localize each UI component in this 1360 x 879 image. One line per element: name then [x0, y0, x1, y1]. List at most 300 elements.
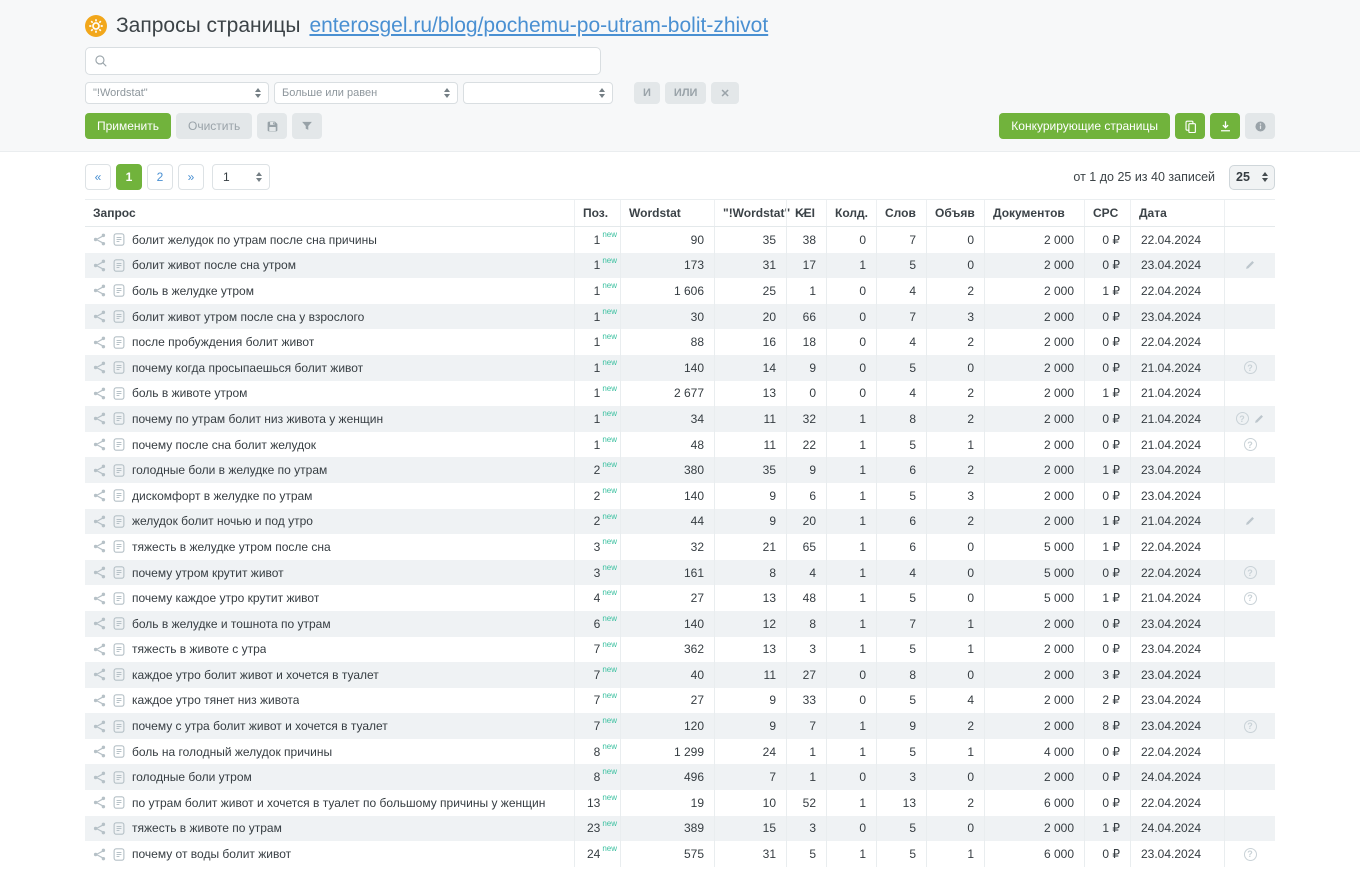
document-icon[interactable] — [113, 694, 125, 707]
position-cell — [574, 253, 620, 279]
new-badge: new — [602, 537, 617, 547]
wordstat-cell: 140 — [620, 355, 714, 381]
share-icon[interactable] — [93, 310, 106, 323]
query-cell — [85, 278, 574, 304]
help-icon[interactable]: ? — [1244, 566, 1257, 579]
table-body — [85, 227, 1275, 867]
query-cell — [85, 304, 574, 330]
kold-cell: 0 — [826, 304, 876, 330]
exact-wordstat-cell: 13 — [714, 381, 786, 407]
cpc-cell: 1 ₽ — [1084, 278, 1130, 304]
wordstat-cell: 1 299 — [620, 739, 714, 765]
position-cell — [574, 432, 620, 458]
share-icon[interactable] — [93, 438, 106, 451]
date-cell: 22.04.2024 — [1130, 329, 1224, 355]
date-cell: 23.04.2024 — [1130, 483, 1224, 509]
kei-cell: 6 — [786, 483, 826, 509]
kei-cell: 3 — [786, 816, 826, 842]
words-cell: 4 — [876, 560, 926, 586]
share-icon[interactable] — [93, 848, 106, 861]
share-icon[interactable] — [93, 489, 106, 502]
column-header-kold[interactable]: Колд. — [826, 200, 876, 226]
query-text: почему каждое утро крутит живот — [132, 591, 320, 606]
document-icon[interactable] — [113, 489, 125, 502]
column-header-query[interactable]: Запрос — [93, 206, 136, 220]
ads-cell: 0 — [926, 560, 984, 586]
table-header — [85, 199, 1275, 227]
position-cell — [574, 304, 620, 330]
new-badge: new — [602, 281, 617, 291]
wordstat-cell: 1 606 — [620, 278, 714, 304]
query-cell — [85, 764, 574, 790]
share-icon[interactable] — [93, 720, 106, 733]
input-stepper-icon[interactable] — [599, 88, 605, 98]
words-cell: 5 — [876, 816, 926, 842]
query-text: почему когда просыпаешься болит живот — [132, 360, 364, 375]
filter-field-select[interactable]: "!Wordstat" — [85, 82, 269, 104]
query-cell — [85, 841, 574, 867]
new-badge: new — [602, 588, 617, 598]
column-header-wordstat[interactable]: Wordstat — [620, 200, 714, 226]
position-value: 8 — [593, 744, 601, 759]
kold-cell: 1 — [826, 457, 876, 483]
filter-value-input[interactable] — [471, 87, 599, 99]
table-row — [85, 253, 1275, 279]
date-cell: 23.04.2024 — [1130, 841, 1224, 867]
table-row — [85, 637, 1275, 663]
position-cell — [574, 509, 620, 535]
date-cell: 23.04.2024 — [1130, 713, 1224, 739]
kold-cell: 1 — [826, 432, 876, 458]
row-actions-cell — [1224, 355, 1275, 381]
documents-cell: 2 000 — [984, 509, 1084, 535]
query-cell — [85, 483, 574, 509]
position-value: 1 — [593, 309, 601, 324]
help-icon[interactable]: ? — [1244, 848, 1257, 861]
kold-cell: 0 — [826, 688, 876, 714]
document-icon[interactable] — [113, 412, 125, 425]
query-cell — [85, 611, 574, 637]
exact-wordstat-cell: 16 — [714, 329, 786, 355]
table-row — [85, 816, 1275, 842]
documents-cell: 5 000 — [984, 534, 1084, 560]
document-icon[interactable] — [113, 259, 125, 272]
row-actions-cell — [1224, 790, 1275, 816]
column-header-date[interactable]: Дата — [1130, 200, 1224, 226]
document-icon[interactable] — [113, 822, 125, 835]
documents-cell: 4 000 — [984, 739, 1084, 765]
help-icon[interactable]: ? — [1236, 412, 1249, 425]
words-cell: 5 — [876, 637, 926, 663]
kei-cell: 33 — [786, 688, 826, 714]
query-cell — [85, 253, 574, 279]
query-cell — [85, 637, 574, 663]
ads-cell: 0 — [926, 534, 984, 560]
document-icon[interactable] — [113, 720, 125, 733]
row-actions-cell — [1224, 611, 1275, 637]
row-actions-cell — [1224, 764, 1275, 790]
new-badge: new — [602, 383, 617, 393]
query-text: каждое утро болит живот и хочется в туалет — [132, 667, 379, 682]
documents-cell: 6 000 — [984, 841, 1084, 867]
date-cell: 22.04.2024 — [1130, 560, 1224, 586]
info-button[interactable] — [1245, 113, 1275, 139]
share-icon[interactable] — [93, 592, 106, 605]
column-header-cpc[interactable]: CPC — [1084, 200, 1130, 226]
edit-icon[interactable] — [1253, 413, 1265, 425]
query-text: боль в желудке и тошнота по утрам — [132, 616, 331, 631]
ads-cell: 4 — [926, 688, 984, 714]
document-icon[interactable] — [113, 310, 125, 323]
input-stepper-icon[interactable] — [256, 172, 262, 182]
kold-cell: 1 — [826, 739, 876, 765]
exact-wordstat-cell: 13 — [714, 585, 786, 611]
words-cell: 9 — [876, 713, 926, 739]
words-cell: 6 — [876, 457, 926, 483]
cpc-cell: 3 ₽ — [1084, 662, 1130, 688]
copy-icon — [1184, 120, 1197, 133]
save-filter-button[interactable] — [257, 113, 287, 139]
share-icon[interactable] — [93, 361, 106, 374]
or-condition-button[interactable]: ИЛИ — [665, 82, 707, 104]
ads-cell: 0 — [926, 585, 984, 611]
exact-wordstat-cell: 25 — [714, 278, 786, 304]
table-row — [85, 457, 1275, 483]
help-icon[interactable]: ? — [1244, 720, 1257, 733]
documents-cell: 2 000 — [984, 381, 1084, 407]
share-icon[interactable] — [93, 464, 106, 477]
documents-cell: 2 000 — [984, 304, 1084, 330]
share-icon[interactable] — [93, 515, 106, 528]
remove-filter-button[interactable]: ✕ — [711, 82, 738, 104]
table-row — [85, 278, 1275, 304]
exact-wordstat-cell: 31 — [714, 253, 786, 279]
documents-cell: 2 000 — [984, 457, 1084, 483]
wordstat-cell: 575 — [620, 841, 714, 867]
row-actions-cell — [1224, 509, 1275, 535]
help-icon[interactable]: ? — [1244, 438, 1257, 451]
filter-toggle-button[interactable] — [292, 113, 322, 139]
column-header-documents[interactable]: Документов — [984, 200, 1084, 226]
query-cell — [85, 432, 574, 458]
ads-cell: 2 — [926, 790, 984, 816]
new-badge: new — [602, 511, 617, 521]
table-row — [85, 739, 1275, 765]
document-icon[interactable] — [113, 284, 125, 297]
table-row — [85, 841, 1275, 867]
cpc-cell: 2 ₽ — [1084, 688, 1130, 714]
select-stepper-icon — [1262, 172, 1268, 182]
records-info: от 1 до 25 из 40 записей — [1073, 170, 1215, 184]
table-row — [85, 432, 1275, 458]
wordstat-cell: 140 — [620, 483, 714, 509]
kold-cell: 1 — [826, 637, 876, 663]
documents-cell: 2 000 — [984, 253, 1084, 279]
document-icon[interactable] — [113, 540, 125, 553]
kei-cell: 3 — [786, 637, 826, 663]
share-icon[interactable] — [93, 822, 106, 835]
position-value: 3 — [593, 565, 601, 580]
documents-cell: 2 000 — [984, 637, 1084, 663]
competing-pages-button[interactable]: Конкурирующие страницы — [999, 113, 1170, 139]
cpc-cell: 1 ₽ — [1084, 381, 1130, 407]
date-cell: 23.04.2024 — [1130, 688, 1224, 714]
document-icon[interactable] — [113, 848, 125, 861]
words-cell: 8 — [876, 406, 926, 432]
exact-wordstat-cell: 9 — [714, 483, 786, 509]
query-text: после пробуждения болит живот — [132, 335, 315, 350]
share-icon[interactable] — [93, 233, 106, 246]
wordstat-cell: 120 — [620, 713, 714, 739]
query-text: болит желудок по утрам после сна причины — [132, 232, 377, 247]
document-icon[interactable] — [113, 515, 125, 528]
document-icon[interactable] — [113, 796, 125, 809]
filter-buttons-group — [85, 113, 322, 139]
download-button[interactable] — [1210, 113, 1240, 139]
help-icon[interactable]: ? — [1244, 592, 1257, 605]
column-header-ads[interactable]: Объяв — [926, 200, 984, 226]
kei-cell: 0 — [786, 381, 826, 407]
page-button-2[interactable]: 2 — [147, 164, 173, 190]
cpc-cell: 1 ₽ — [1084, 457, 1130, 483]
kold-cell: 1 — [826, 611, 876, 637]
page-size-select[interactable]: 25 — [1229, 165, 1275, 190]
kold-cell: 1 — [826, 253, 876, 279]
column-header-words[interactable]: Слов — [876, 200, 926, 226]
document-icon[interactable] — [113, 668, 125, 681]
cpc-cell: 1 ₽ — [1084, 534, 1130, 560]
cpc-cell: 1 ₽ — [1084, 585, 1130, 611]
position-cell — [574, 662, 620, 688]
table-row — [85, 713, 1275, 739]
document-icon[interactable] — [113, 643, 125, 656]
exact-wordstat-cell: 9 — [714, 509, 786, 535]
position-cell — [574, 816, 620, 842]
column-header-position[interactable]: Поз. — [574, 200, 620, 226]
ads-cell: 2 — [926, 381, 984, 407]
column-header-kei[interactable]: KEI — [786, 200, 826, 226]
share-icon[interactable] — [93, 284, 106, 297]
query-cell — [85, 534, 574, 560]
share-icon[interactable] — [93, 387, 106, 400]
words-cell: 5 — [876, 355, 926, 381]
kei-cell: 22 — [786, 432, 826, 458]
wordstat-cell: 2 677 — [620, 381, 714, 407]
share-icon[interactable] — [93, 694, 106, 707]
query-text: боль в животе утром — [132, 386, 248, 401]
share-icon[interactable] — [93, 796, 106, 809]
page-button-1[interactable]: 1 — [116, 164, 142, 190]
words-cell: 13 — [876, 790, 926, 816]
query-cell — [85, 816, 574, 842]
table-row — [85, 329, 1275, 355]
results-panel — [0, 152, 1360, 867]
exact-wordstat-cell: 15 — [714, 816, 786, 842]
query-text: желудок болит ночью и под утро — [132, 514, 313, 529]
date-cell: 22.04.2024 — [1130, 227, 1224, 253]
queries-table — [85, 199, 1275, 867]
query-text: голодные боли в желудке по утрам — [132, 463, 328, 478]
prev-page-button[interactable]: « — [85, 164, 111, 190]
share-icon[interactable] — [93, 643, 106, 656]
query-text: почему от воды болит живот — [132, 847, 292, 862]
date-cell: 23.04.2024 — [1130, 457, 1224, 483]
cpc-cell: 8 ₽ — [1084, 713, 1130, 739]
select-stepper-icon — [255, 88, 261, 98]
kold-cell: 0 — [826, 355, 876, 381]
query-cell — [85, 713, 574, 739]
document-icon[interactable] — [113, 771, 125, 784]
table-row — [85, 304, 1275, 330]
words-cell: 5 — [876, 739, 926, 765]
kei-cell: 32 — [786, 406, 826, 432]
position-value: 1 — [593, 386, 601, 401]
words-cell: 5 — [876, 483, 926, 509]
help-icon[interactable]: ? — [1244, 361, 1257, 374]
documents-cell: 2 000 — [984, 611, 1084, 637]
edit-icon[interactable] — [1244, 515, 1256, 527]
and-condition-button[interactable]: И — [634, 82, 660, 104]
words-cell: 5 — [876, 841, 926, 867]
cpc-cell: 0 ₽ — [1084, 637, 1130, 663]
position-value: 7 — [593, 642, 601, 657]
position-cell — [574, 688, 620, 714]
copy-button[interactable] — [1175, 113, 1205, 139]
query-cell — [85, 329, 574, 355]
cpc-cell: 0 ₽ — [1084, 329, 1130, 355]
document-icon[interactable] — [113, 566, 125, 579]
position-cell — [574, 483, 620, 509]
document-icon[interactable] — [113, 336, 125, 349]
query-cell — [85, 662, 574, 688]
ads-cell: 0 — [926, 355, 984, 381]
date-cell: 23.04.2024 — [1130, 253, 1224, 279]
date-cell: 22.04.2024 — [1130, 790, 1224, 816]
words-cell: 5 — [876, 585, 926, 611]
share-icon[interactable] — [93, 540, 106, 553]
query-cell — [85, 406, 574, 432]
ads-cell: 3 — [926, 483, 984, 509]
kei-cell: 1 — [786, 764, 826, 790]
filter-operator-select[interactable]: Больше или равен — [274, 82, 458, 104]
share-icon[interactable] — [93, 336, 106, 349]
date-cell: 23.04.2024 — [1130, 662, 1224, 688]
cpc-cell: 0 ₽ — [1084, 560, 1130, 586]
date-cell: 23.04.2024 — [1130, 637, 1224, 663]
apply-button[interactable]: Применить — [85, 113, 171, 139]
row-actions-cell — [1224, 560, 1275, 586]
ads-cell: 2 — [926, 713, 984, 739]
row-actions-cell — [1224, 739, 1275, 765]
document-icon[interactable] — [113, 233, 125, 246]
date-cell: 21.04.2024 — [1130, 432, 1224, 458]
new-badge: new — [602, 409, 617, 419]
position-value: 2 — [593, 514, 601, 529]
query-text: тяжесть в животе по утрам — [132, 821, 282, 836]
wordstat-cell: 161 — [620, 560, 714, 586]
date-cell: 21.04.2024 — [1130, 585, 1224, 611]
share-icon[interactable] — [93, 771, 106, 784]
new-badge: new — [602, 741, 617, 751]
position-cell — [574, 278, 620, 304]
row-actions-cell — [1224, 253, 1275, 279]
words-cell: 4 — [876, 278, 926, 304]
column-header-exact-wordstat[interactable]: "!Wordstat" — [714, 200, 786, 226]
exact-wordstat-cell: 11 — [714, 432, 786, 458]
page-url-link[interactable]: enterosgel.ru/blog/pochemu-po-utram-bolit-zhivot — [309, 14, 769, 37]
share-icon[interactable] — [93, 412, 106, 425]
kold-cell: 1 — [826, 790, 876, 816]
query-text: боль на голодный желудок причины — [132, 744, 333, 759]
position-cell — [574, 790, 620, 816]
position-cell — [574, 764, 620, 790]
query-text: болит живот утром после сна у взрослого — [132, 309, 365, 324]
share-icon[interactable] — [93, 745, 106, 758]
wordstat-cell: 44 — [620, 509, 714, 535]
document-icon[interactable] — [113, 387, 125, 400]
filter-row — [85, 82, 1275, 104]
new-badge: new — [602, 613, 617, 623]
kold-cell: 0 — [826, 381, 876, 407]
gear-icon[interactable] — [85, 15, 107, 37]
search-input[interactable] — [114, 54, 592, 68]
query-cell — [85, 355, 574, 381]
wordstat-cell: 32 — [620, 534, 714, 560]
page-number-input[interactable] — [223, 170, 256, 184]
table-row — [85, 355, 1275, 381]
position-value: 1 — [593, 335, 601, 350]
next-page-button[interactable]: » — [178, 164, 204, 190]
share-icon[interactable] — [93, 259, 106, 272]
kei-cell: 17 — [786, 253, 826, 279]
words-cell: 4 — [876, 381, 926, 407]
kold-cell: 1 — [826, 713, 876, 739]
ads-cell: 1 — [926, 611, 984, 637]
position-value: 2 — [593, 463, 601, 478]
document-icon[interactable] — [113, 464, 125, 477]
share-icon[interactable] — [93, 617, 106, 630]
exact-wordstat-cell: 9 — [714, 688, 786, 714]
row-actions-cell — [1224, 329, 1275, 355]
clear-button[interactable]: Очистить — [176, 113, 252, 139]
row-actions-cell — [1224, 662, 1275, 688]
share-icon[interactable] — [93, 668, 106, 681]
exact-wordstat-cell: 24 — [714, 739, 786, 765]
document-icon[interactable] — [113, 745, 125, 758]
new-badge: new — [602, 793, 617, 803]
words-cell: 3 — [876, 764, 926, 790]
position-cell — [574, 534, 620, 560]
new-badge: new — [602, 306, 617, 316]
document-icon[interactable] — [113, 361, 125, 374]
document-icon[interactable] — [113, 438, 125, 451]
date-cell: 21.04.2024 — [1130, 509, 1224, 535]
kold-cell: 1 — [826, 534, 876, 560]
document-icon[interactable] — [113, 592, 125, 605]
document-icon[interactable] — [113, 617, 125, 630]
pager — [85, 164, 270, 190]
edit-icon[interactable] — [1244, 259, 1256, 271]
cpc-cell: 0 ₽ — [1084, 253, 1130, 279]
row-actions-cell — [1224, 457, 1275, 483]
position-value: 13 — [586, 795, 601, 810]
kei-cell: 52 — [786, 790, 826, 816]
position-value: 7 — [593, 693, 601, 708]
share-icon[interactable] — [93, 566, 106, 579]
kold-cell: 0 — [826, 227, 876, 253]
ads-cell: 1 — [926, 841, 984, 867]
position-value: 7 — [593, 719, 601, 734]
